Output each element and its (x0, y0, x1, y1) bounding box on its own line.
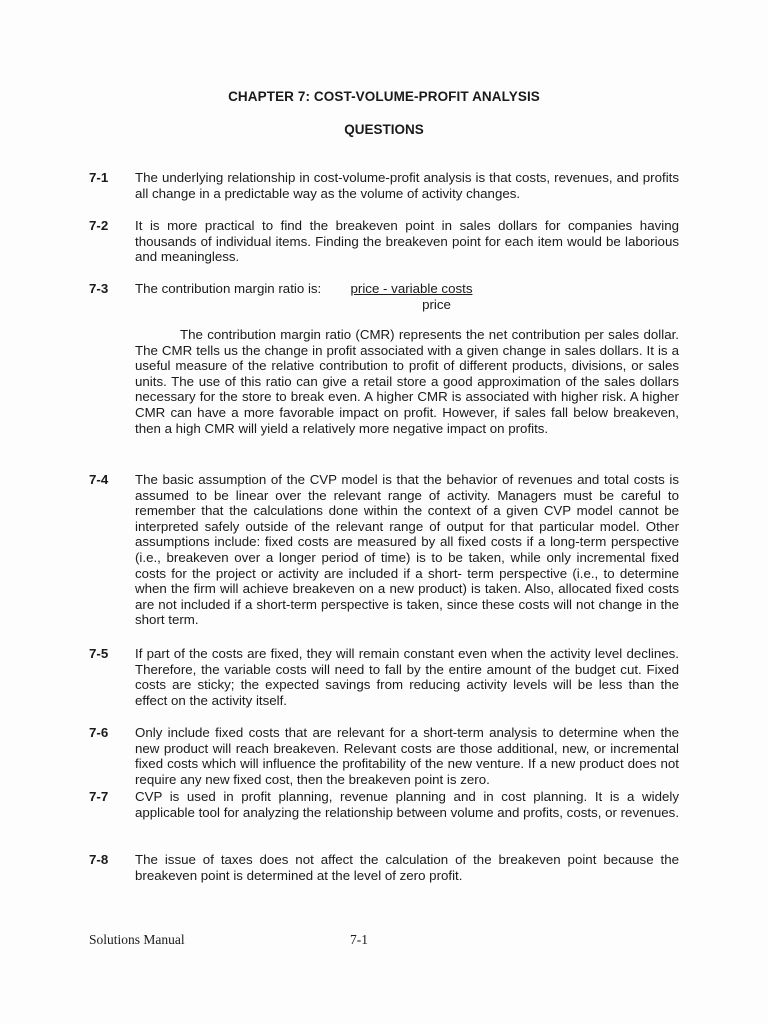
fraction-numerator: price - variable costs (350, 281, 473, 296)
question-text: The basic assumption of the CVP model is that the behavior of revenues and total costs is assumed to be linear over the relevant range of activity. Managers must be careful to remember that the calculations done within the context of a given CVP model cannot be interpreted safely outside of the relevant range of output for that particular model. Other assumptions include: fixed costs are measured by all fixed costs if a long-term perspective (i.e., breakeven over a longer period of time) is to be taken, while only incremental fixed costs for the project or activity are included if a short- term perspective (i.e., to determine when the firm will achieve breakeven on a new product) is taken. Also, allocated fixed costs are not included if a short-term perspective is taken, since these costs will not change in the short term. (135, 472, 679, 628)
question-7-2 (89, 218, 679, 265)
question-number: 7-5 (89, 646, 109, 661)
question-7-5 (89, 646, 679, 708)
question-text: CVP is used in profit planning, revenue planning and in cost planning. It is a widely applicable tool for analyzing the relationship between volume and profits, costs, or revenues. (135, 789, 680, 820)
question-number: 7-4 (89, 472, 109, 487)
question-7-4 (89, 472, 679, 628)
question-7-6 (89, 725, 679, 787)
question-7-1 (89, 170, 679, 201)
chapter-title: CHAPTER 7: COST-VOLUME-PROFIT ANALYSIS (228, 89, 540, 104)
question-7-7 (89, 789, 679, 820)
formula-label: The contribution margin ratio is: (135, 281, 322, 296)
question-text: It is more practical to find the breakeven point in sales dollars for companies having thousands of individual items. Finding the breakeven point for each item would be laborious and meaningless. (135, 218, 679, 265)
fraction-denominator: price (422, 296, 451, 312)
cmr-explanation-paragraph: The contribution margin ratio (CMR) represents the net contribution per sales dollar. The CMR tells us the change in profit associated with a given change in sales dollars. It is a useful measure of the relative contribution to profit of different products, divisions, or sales units. The use of this ratio can give a retail store a good approximation of the sales dollars necessary for the store to break even. A higher CMR is associated with higher risk. A higher CMR can have a more favorable impact on profit. However, if sales fall below breakeven, then a high CMR will yield a relatively more negative impact on profits. (135, 327, 679, 436)
contribution-margin-formula (135, 281, 679, 312)
question-number: 7-2 (89, 218, 109, 233)
question-number: 7-1 (89, 170, 109, 185)
question-text: Only include fixed costs that are relevant for a short-term analysis to determine when the new product will reach breakeven. Relevant costs are those additional, new, or incremental fixed costs which will influence the profitability of the new venture. If a new product does not require any new fixed cost, then the breakeven point is zero. (135, 725, 679, 787)
footer-page-number: 7-1 (350, 932, 368, 947)
question-number: 7-3 (89, 281, 109, 296)
section-title: QUESTIONS (344, 122, 424, 137)
question-text: The underlying relationship in cost-volume-profit analysis is that costs, revenues, and profits all change in a predictable way as the volume of activity changes. (135, 170, 679, 201)
question-number: 7-6 (89, 725, 109, 740)
question-number: 7-8 (89, 852, 109, 867)
question-7-8 (89, 852, 679, 883)
question-text: If part of the costs are fixed, they will remain constant even when the activity level declines. Therefore, the variable costs will need to fall by the entire amount of the budget cut. Fixed costs are sticky; the expected savings from reducing activity levels will be less than the effect on the activity itself. (135, 646, 679, 708)
footer-manual-title: Solutions Manual (89, 932, 185, 947)
question-7-3 (89, 281, 679, 312)
question-text: The issue of taxes does not affect the calculation of the breakeven point because the breakeven point is determined at the level of zero profit. (135, 852, 679, 883)
formula-fraction (348, 281, 475, 312)
question-number: 7-7 (89, 789, 109, 804)
